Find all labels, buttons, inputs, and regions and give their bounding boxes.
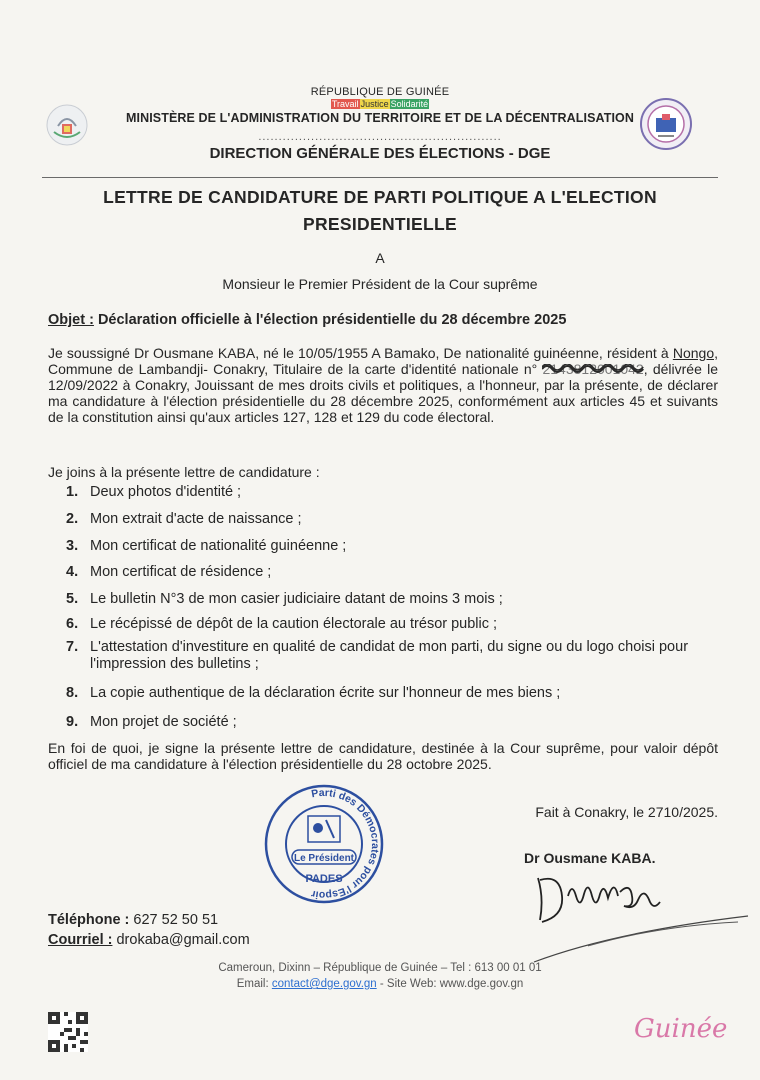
footer-email-link[interactable]: contact@dge.gov.gn — [271, 978, 377, 990]
party-stamp-icon — [262, 782, 386, 906]
qr-code-icon — [48, 1012, 88, 1052]
phone-number: 627 52 50 51 — [129, 912, 219, 928]
handwritten-signature-icon — [528, 866, 750, 976]
residence-place: Nongo, — [672, 345, 718, 361]
email-address: drokaba@gmail.com — [112, 932, 250, 948]
place-and-date: Fait à Conakry, le 2710/2025. — [535, 804, 718, 820]
subject-line — [48, 312, 728, 328]
title-line-2: PRESIDENTIELLE — [303, 214, 457, 234]
motto-solidarite: Solidarité — [390, 99, 429, 109]
email-line — [48, 932, 250, 948]
direction-name: DIRECTION GÉNÉRALE DES ÉLECTIONS - DGE — [209, 145, 551, 162]
signer-name: Dr Ousmane KABA. — [524, 850, 656, 866]
declaration-paragraph — [48, 345, 718, 425]
body-part-3: , délivrée le 12/09/2022 à Conakry, Jouissant de mes droits civils et politiques, a l'honneur, par la présente, de déclarer ma candidature à l'élection présidentielle du 28 décembre 2025, conformément aux articles 45 et suivants de la constitution ainsi qu'aux articles 127, 128 et 129 du code électoral. — [48, 361, 719, 425]
footer-email-label: Email: — [236, 978, 272, 990]
header-rule — [42, 177, 718, 178]
stamp-ring-text: Parti des Démocrates pour l'Espoir — [310, 786, 382, 902]
addressee-prefix: A — [375, 250, 385, 266]
letter-header — [0, 86, 760, 162]
redaction-scribble-icon — [542, 364, 643, 374]
national-motto — [0, 99, 760, 109]
phone-label: Téléphone : — [48, 912, 130, 928]
body-part-2: Commune de Lambandji- Conakry, Titulaire de la carte d'identité nationale n° — [48, 361, 543, 377]
attachments-intro: Je joins à la présente lettre de candidature : — [48, 464, 320, 480]
stamp-role: Le Président — [293, 853, 355, 864]
body-part-1: Je soussigné Dr Ousmane KABA, né le 10/05/1955 A Bamako, De nationalité guinéenne, résident à — [48, 345, 673, 361]
footer-contact — [0, 978, 760, 990]
guinee-brand-logo: Guinée — [634, 1014, 728, 1044]
ministry-name: MINISTÈRE DE L'ADMINISTRATION DU TERRITOIRE ET DE LA DÉCENTRALISATION — [125, 111, 635, 125]
subject-label: Objet : — [48, 312, 94, 328]
motto-justice: Justice — [360, 99, 389, 109]
motto-travail: Travail — [331, 99, 359, 109]
footer-web: - Site Web: www.dge.gov.gn — [376, 978, 524, 990]
email-label: Courriel : — [48, 932, 113, 948]
closing-paragraph: En foi de quoi, je signe la présente lettre de candidature, destinée à la Cour suprême, pour valoir dépôt officiel de ma candidature à l'élection présidentielle du 28 octobre 2025. — [48, 740, 718, 772]
subject-text: Déclaration officielle à l'élection présidentielle du 28 décembre 2025 — [93, 312, 567, 328]
recipient: Monsieur le Premier Président de la Cour suprême — [222, 276, 538, 292]
redacted-id-number: 2143812001042 — [542, 361, 644, 377]
letter-title — [60, 184, 700, 238]
stamp-acronym: PADES — [305, 873, 343, 885]
phone-line — [48, 912, 218, 928]
republic-name: RÉPUBLIQUE DE GUINÉE — [310, 86, 450, 98]
title-line-1: LETTRE DE CANDIDATURE DE PARTI POLITIQUE A L'ELECTION — [103, 187, 657, 207]
footer-address: Cameroun, Dixinn – République de Guinée – Tel : 613 00 01 01 — [218, 962, 542, 974]
header-dots: ............................................................ — [258, 131, 502, 143]
letter-page: RÉPUBLIQUE DE GUINÉE Travail Justice Solidarité MINISTÈRE DE L'ADMINISTRATION DU TERRITOIRE ET DE LA DÉCENTRALISATION ............................................................ DIRECTION GÉNÉRALE DES ÉLECTIONS - DGE LETTRE DE CANDIDATURE DE PARTI POLITIQUE A L'ELECTION PRESIDENTIELLE A Monsieur le Premier Président de la Cour suprême Objet : Déclaration officielle à l'élection présidentielle du 28 décembre 2025 Je soussigné Dr Ousmane KABA, né le 10/05/1955 A Bamako, De nationalité guinéenne, résident à Nongo, Commune de Lambandji- Conakry, Titulaire de la carte d'identité nationale n° 2143812001042 , délivrée le 12/09/2022 à Conakry, Jouissant de mes droits civils et politiques, a l'honneur, par la présente, de déclarer ma candidature à l'élection présidentielle du 28 décembre 2025, conformément aux articles 45 et suivants de la constitution ainsi qu'aux articles 127, 128 et 129 du code électoral. Je joins à la présente lettre de candidature : 1. Deux photos d'identité ; 2. Mon extrait d'acte de naissance ; 3. Mon certificat de nationalité guinéenne ; 4. Mon certificat de résidence ; 5. Le bulletin N°3 de mon casier judiciaire datant de moins 3 mois ; 6. Le récépissé de dépôt de la caution électorale au trésor public ; 7. L'attestation d'investiture en qualité de candidat de mon parti, du signe ou du logo choisi pour l'impression des bulletins ; 8. La copie authentique de la déclaration écrite sur l'honneur de mes biens ; 9. Mon projet de société ; En foi de quoi, je signe la présente lettre de candidature, destinée à la Cour suprême, pour valoir dépôt officiel de ma candidature à l'élection présidentielle du 28 octobre 2025. Fait à Conakry, le 2710/2025. Parti des Démocrates pour l'Espoir Le Président PADES Dr Ousmane KABA. Téléphone : 627 52 50 51 Courriel : drokaba@gmail.com Cameroun, Dixinn – République de Guinée – Tel : 613 00 01 01 Email: contact@dge.gov.gn - Site Web: www.dge.gov.gn Guinée — [0, 0, 760, 1080]
